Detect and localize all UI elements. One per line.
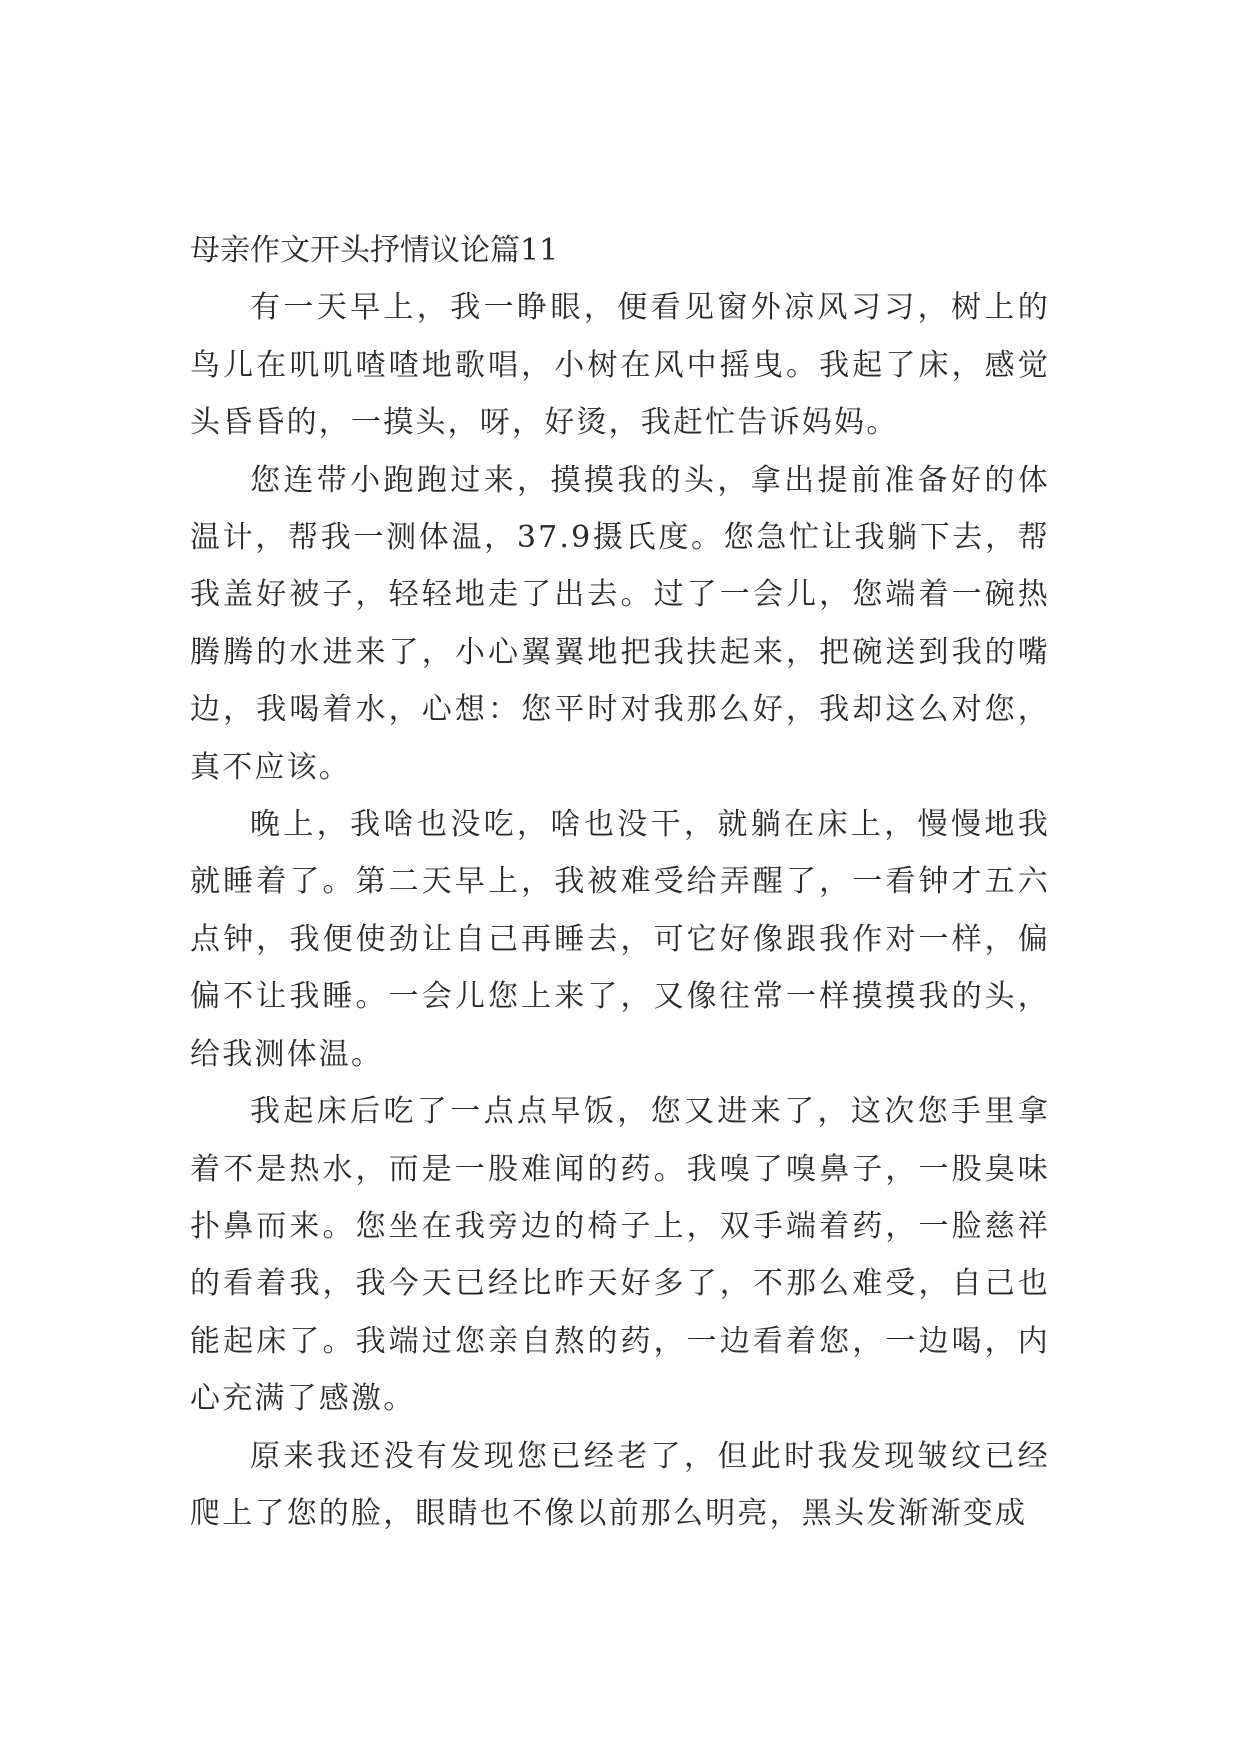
document-title: 母亲作文开头抒情议论篇11 [190,233,559,268]
document-body [190,222,1050,1542]
paragraph-1: 有一天早上，我一睁眼，便看见窗外凉风习习，树上的鸟儿在叽叽喳喳地歌唱，小树在风中摇曳。我起了床，感觉头昏昏的，一摸头，呀，好烫，我赶忙告诉妈妈。 [190,290,1050,441]
paragraph-3: 晚上，我啥也没吃，啥也没干，就躺在床上，慢慢地我就睡着了。第二天早上，我被难受给弄醒了，一看钟才五六点钟，我便使劲让自己再睡去，可它好像跟我作对一样，偏偏不让我睡。一会儿您上来了，又像往常一样摸摸我的头，给我测体温。 [190,807,1050,1072]
paragraph-5: 原来我还没有发现您已经老了，但此时我发现皱纹已经爬上了您的脸，眼睛也不像以前那么明亮，黑头发渐渐变成 [190,1438,1050,1531]
paragraph-4: 我起床后吃了一点点早饭，您又进来了，这次您手里拿着不是热水，而是一股难闻的药。我嗅了嗅鼻子，一股臭味扑鼻而来。您坐在我旁边的椅子上，双手端着药，一脸慈祥的看着我，我今天已经比昨天好多了，不那么难受，自己也能起床了。我端过您亲自熬的药，一边看着您，一边喝，内心充满了感激。 [190,1094,1050,1417]
paragraph-2: 您连带小跑跑过来，摸摸我的头，拿出提前准备好的体温计，帮我一测体温，37.9摄氏度。您急忙让我躺下去，帮我盖好被子，轻轻地走了出去。过了一会儿，您端着一碗热腾腾的水进来了，小心翼翼地把我扶起来，把碗送到我的嘴边，我喝着水，心想：您平时对我那么好，我却这么对您，真不应该。 [190,462,1050,785]
